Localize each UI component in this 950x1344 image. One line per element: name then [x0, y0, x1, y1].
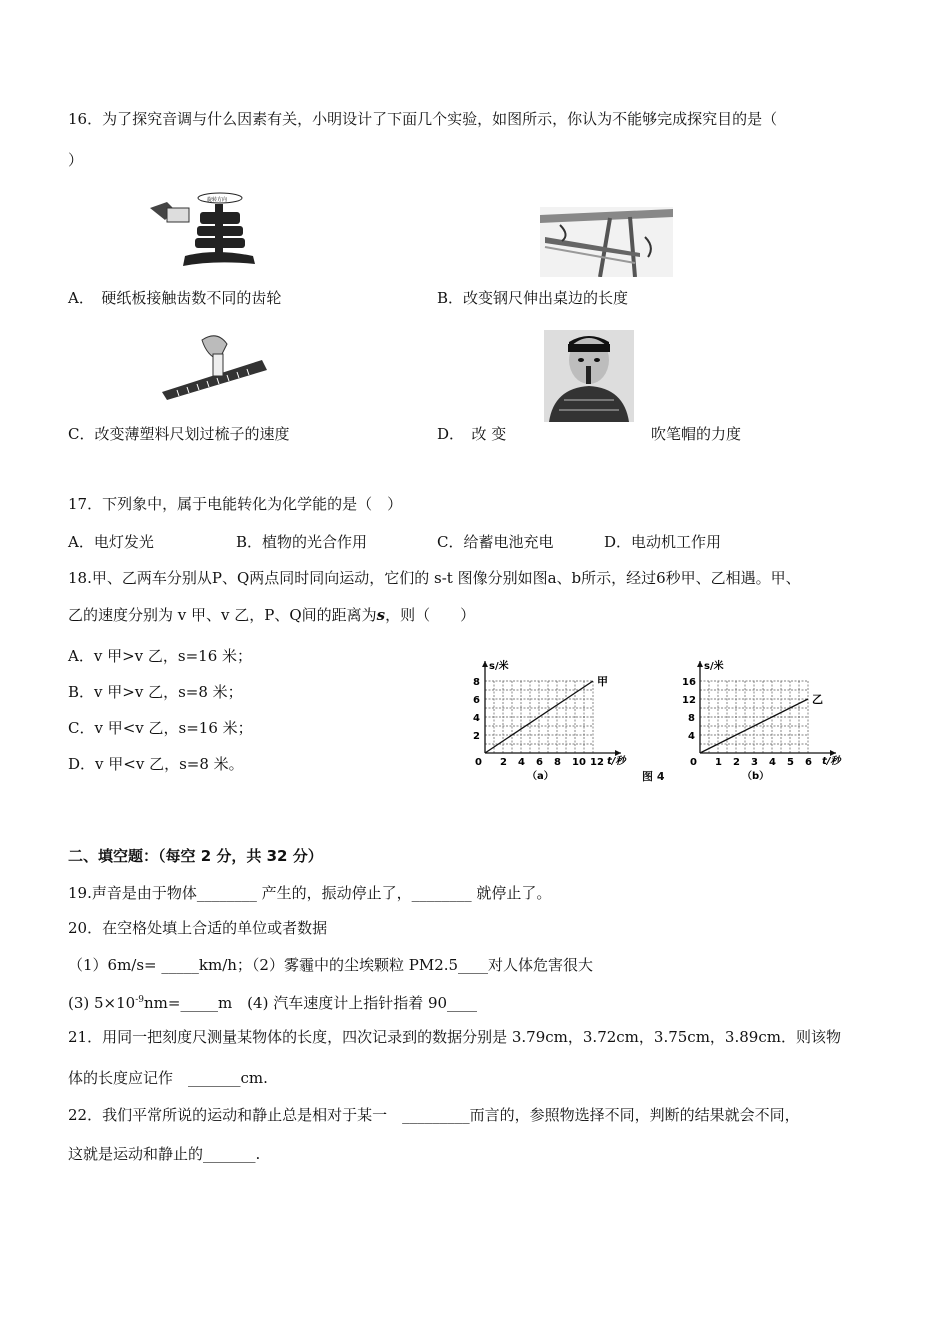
- x-tick-label: 4: [518, 757, 525, 768]
- x-tick-label: 1: [715, 757, 722, 768]
- x-tick-label: 6: [536, 757, 543, 768]
- y-axis-arrow: [482, 661, 488, 667]
- q21-line1: 21．用同一把刻度尺测量某物体的长度，四次记录到的数据分别是 3.79cm，3.72cm，3.75cm，3.89cm．则该物: [68, 1028, 841, 1046]
- y-axis-label: s/米: [704, 661, 724, 672]
- q16-stem-line1: 16．为了探究音调与什么因素有关，小明设计了下面几个实验，如图所示，你认为不能够完成探究目的是（: [68, 110, 778, 128]
- x-tick-label: 5: [787, 757, 794, 768]
- section-heading: 二、填空题：（每空 2 分，共 32 分）: [68, 847, 323, 865]
- comb-experiment-image: [157, 330, 272, 402]
- y-tick-label: 4: [688, 731, 695, 742]
- series-label: 乙: [812, 693, 823, 706]
- q18-stem-line2: 乙的速度分别为 v 甲、v 乙，P、Q间的距离为s，则（ ）: [68, 606, 476, 624]
- y-tick-label: 16: [682, 677, 696, 688]
- y-tick-label: 6: [473, 695, 480, 706]
- q16-stem-line2: ）: [68, 151, 84, 169]
- q18-option-c: C．v 甲<v 乙，s=16 米；: [68, 719, 253, 737]
- x-tick-label: 2: [733, 757, 740, 768]
- y-tick-label: 4: [473, 713, 480, 724]
- y-tick-label: 12: [682, 695, 696, 706]
- q22-line2: 这就是运动和静止的_______.: [68, 1145, 261, 1163]
- y-tick-label: 8: [688, 713, 695, 724]
- figure-caption: 图 4: [642, 770, 665, 783]
- y-axis-arrow: [697, 661, 703, 667]
- q20-part3: (3) $5\times 10^{-9}nm=\_\_\_\_\_m$ (4) 汽车速度计上指针指着 90____: [68, 994, 478, 1012]
- q16-option-a: A． 硬纸板接触齿数不同的齿轮: [68, 289, 282, 307]
- x-tick-label: 2: [500, 757, 507, 768]
- q16-option-d-prefix: D． 改 变: [437, 425, 507, 443]
- x-tick-label: 3: [751, 757, 758, 768]
- q20-stem: 20．在空格处填上合适的单位或者数据: [68, 919, 328, 937]
- q16-option-c: C．改变薄塑料尺划过梳子的速度: [68, 425, 290, 443]
- x-tick-label: 4: [769, 757, 776, 768]
- q19: 19.声音是由于物体________ 产生的，振动停止了，________ 就停止了。: [68, 884, 552, 902]
- x-axis-label: t/秒: [822, 756, 841, 767]
- q17-option-c: C．给蓄电池充电: [437, 533, 554, 551]
- y-axis-label: s/米: [489, 661, 509, 672]
- chart-caption: （a）: [527, 771, 554, 782]
- q17-stem: 17．下列象中，属于电能转化为化学能的是（ ）: [68, 495, 403, 513]
- chart-b: [655, 650, 855, 785]
- chart-caption: （b）: [742, 771, 770, 782]
- boy-photo: [544, 330, 634, 422]
- q17-option-b: B．植物的光合作用: [236, 533, 368, 551]
- x-tick-label: 8: [554, 757, 561, 768]
- series-label: 甲: [597, 675, 608, 688]
- x-tick-label: 10: [572, 757, 586, 768]
- q18-s-symbol: s: [376, 606, 386, 624]
- q18-option-a: A．v 甲>v 乙，s=16 米；: [68, 647, 253, 665]
- x-tick-label: 12: [590, 757, 604, 768]
- q18-stem-line1: 18.甲、乙两车分别从P、Q两点同时同向运动，它们的 s-t 图像分别如图a、b所示，经过6秒甲、乙相遇。甲、: [68, 569, 801, 587]
- q18-option-d: D．v 甲<v 乙，s=8 米。: [68, 755, 244, 773]
- x-tick-label: 6: [805, 757, 812, 768]
- q18-option-b: B．v 甲>v 乙，s=8 米；: [68, 683, 243, 701]
- x-tick-label: 0: [690, 757, 697, 768]
- svg-text:旋转方向: 旋转方向: [207, 197, 228, 203]
- q16-option-b: B．改变钢尺伸出桌边的长度: [437, 289, 629, 307]
- gear-experiment-image: [145, 190, 263, 272]
- y-tick-label: 2: [473, 731, 480, 742]
- q22-line1: 22．我们平常所说的运动和静止总是相对于某一 _________而言的，参照物选择不同，判断的结果就会不同，: [68, 1106, 800, 1124]
- q17-option-d: D．电动机工作用: [604, 533, 722, 551]
- x-tick-label: 0: [475, 757, 482, 768]
- q17-option-a: A．电灯发光: [68, 533, 154, 551]
- ruler-table-image: [540, 207, 673, 277]
- chart-a: [440, 650, 640, 785]
- q20-part1: （1）6m/s= _____km/h；（2）雾霾中的尘埃颗粒 PM2.5____对人体危害很大: [68, 956, 594, 974]
- x-axis-label: t/秒: [607, 756, 626, 767]
- q21-line2: 体的长度应记作 _______cm.: [68, 1069, 268, 1087]
- q16-option-d-suffix: 吹笔帽的力度: [651, 425, 742, 443]
- y-tick-label: 8: [473, 677, 480, 688]
